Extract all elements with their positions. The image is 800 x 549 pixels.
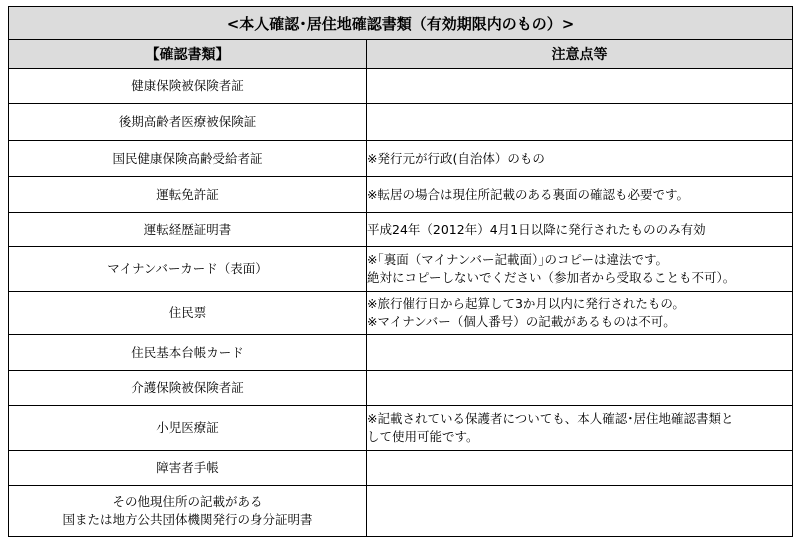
- document-type-cell: [9, 104, 367, 141]
- document-type-cell: [9, 213, 367, 247]
- document-type-cell: [9, 451, 367, 486]
- table-row: [9, 213, 793, 247]
- table-row: [9, 371, 793, 406]
- note-text: 平成24年（2012年）4月1日以降に発行されたもののみ有効: [367, 221, 706, 237]
- notes-cell: [367, 371, 793, 406]
- notes-cell: [367, 292, 793, 335]
- table-row: [9, 451, 793, 486]
- document-type-text: 後期高齢者医療被保険証: [118, 114, 257, 129]
- document-type-text: 小児医療証: [156, 420, 219, 435]
- header-document-type: 【確認書類】: [9, 40, 367, 69]
- document-type-text: 障害者手帳: [156, 460, 219, 475]
- document-type-cell: [9, 335, 367, 371]
- note-text: ※｢裏面（マイナンバー記載面）｣のコピーは違法です。: [367, 252, 668, 267]
- note-text: ※転居の場合は現住所記載のある裏面の確認も必要です。: [367, 186, 689, 202]
- document-type-cell: [9, 371, 367, 406]
- table-row: [9, 247, 793, 292]
- table-row: [9, 292, 793, 335]
- notes-cell: [367, 486, 793, 537]
- notes-cell: [367, 247, 793, 292]
- notes-cell: [367, 451, 793, 486]
- document-type-cell: [9, 486, 367, 537]
- notes-cell: [367, 213, 793, 247]
- document-type-text: 健康保険被保険者証: [131, 78, 244, 93]
- document-type-cell: [9, 69, 367, 104]
- note-text: 絶対にコピーしないでください（参加者から受取ることも不可）。: [367, 270, 736, 285]
- table-row: [9, 141, 793, 177]
- notes-cell: [367, 406, 793, 451]
- table-row: [9, 104, 793, 141]
- table-row: [9, 177, 793, 213]
- note-text: ※旅行催行日から起算して3か月以内に発行されたもの。: [367, 296, 685, 311]
- notes-cell: [367, 177, 793, 213]
- document-type-cell: [9, 406, 367, 451]
- document-type-text: 住民票: [168, 305, 207, 320]
- table-row: [9, 406, 793, 451]
- table-row: [9, 69, 793, 104]
- document-type-cell: [9, 141, 367, 177]
- table-row: [9, 335, 793, 371]
- table-title: <本人確認･居住地確認書類（有効期限内のもの）>: [9, 7, 793, 40]
- notes-cell: [367, 104, 793, 141]
- document-type-text: 運転経歴証明書: [143, 221, 232, 237]
- document-type-text: 国民健康保険高齢受給者証: [112, 150, 263, 166]
- note-text: ※発行元が行政(自治体）のもの: [367, 150, 545, 166]
- note-text: ※マイナンバー（個人番号）の記載があるものは不可。: [367, 314, 676, 329]
- notes-cell: [367, 69, 793, 104]
- document-type-text: 介護保険被保険者証: [131, 380, 244, 395]
- note-text: ※記載されている保護者についても、本人確認･居住地確認書類と: [367, 411, 734, 426]
- table-body: [9, 69, 793, 537]
- document-type-text: 国または地方公共団体機関発行の身分証明書: [62, 512, 313, 527]
- note-text: して使用可能です。: [367, 429, 479, 444]
- document-type-cell: [9, 247, 367, 292]
- document-type-text: 住民基本台帳カード: [131, 344, 244, 360]
- notes-cell: [367, 141, 793, 177]
- header-notes: 注意点等: [367, 40, 793, 69]
- id-documents-table: [8, 6, 793, 537]
- document-type-cell: [9, 292, 367, 335]
- notes-cell: [367, 335, 793, 371]
- document-type-text: その他現住所の記載がある: [112, 494, 263, 509]
- table-row: [9, 486, 793, 537]
- document-type-text: 運転免許証: [156, 186, 219, 202]
- document-type-text: マイナンバーカード（表面）: [107, 261, 268, 276]
- document-type-cell: [9, 177, 367, 213]
